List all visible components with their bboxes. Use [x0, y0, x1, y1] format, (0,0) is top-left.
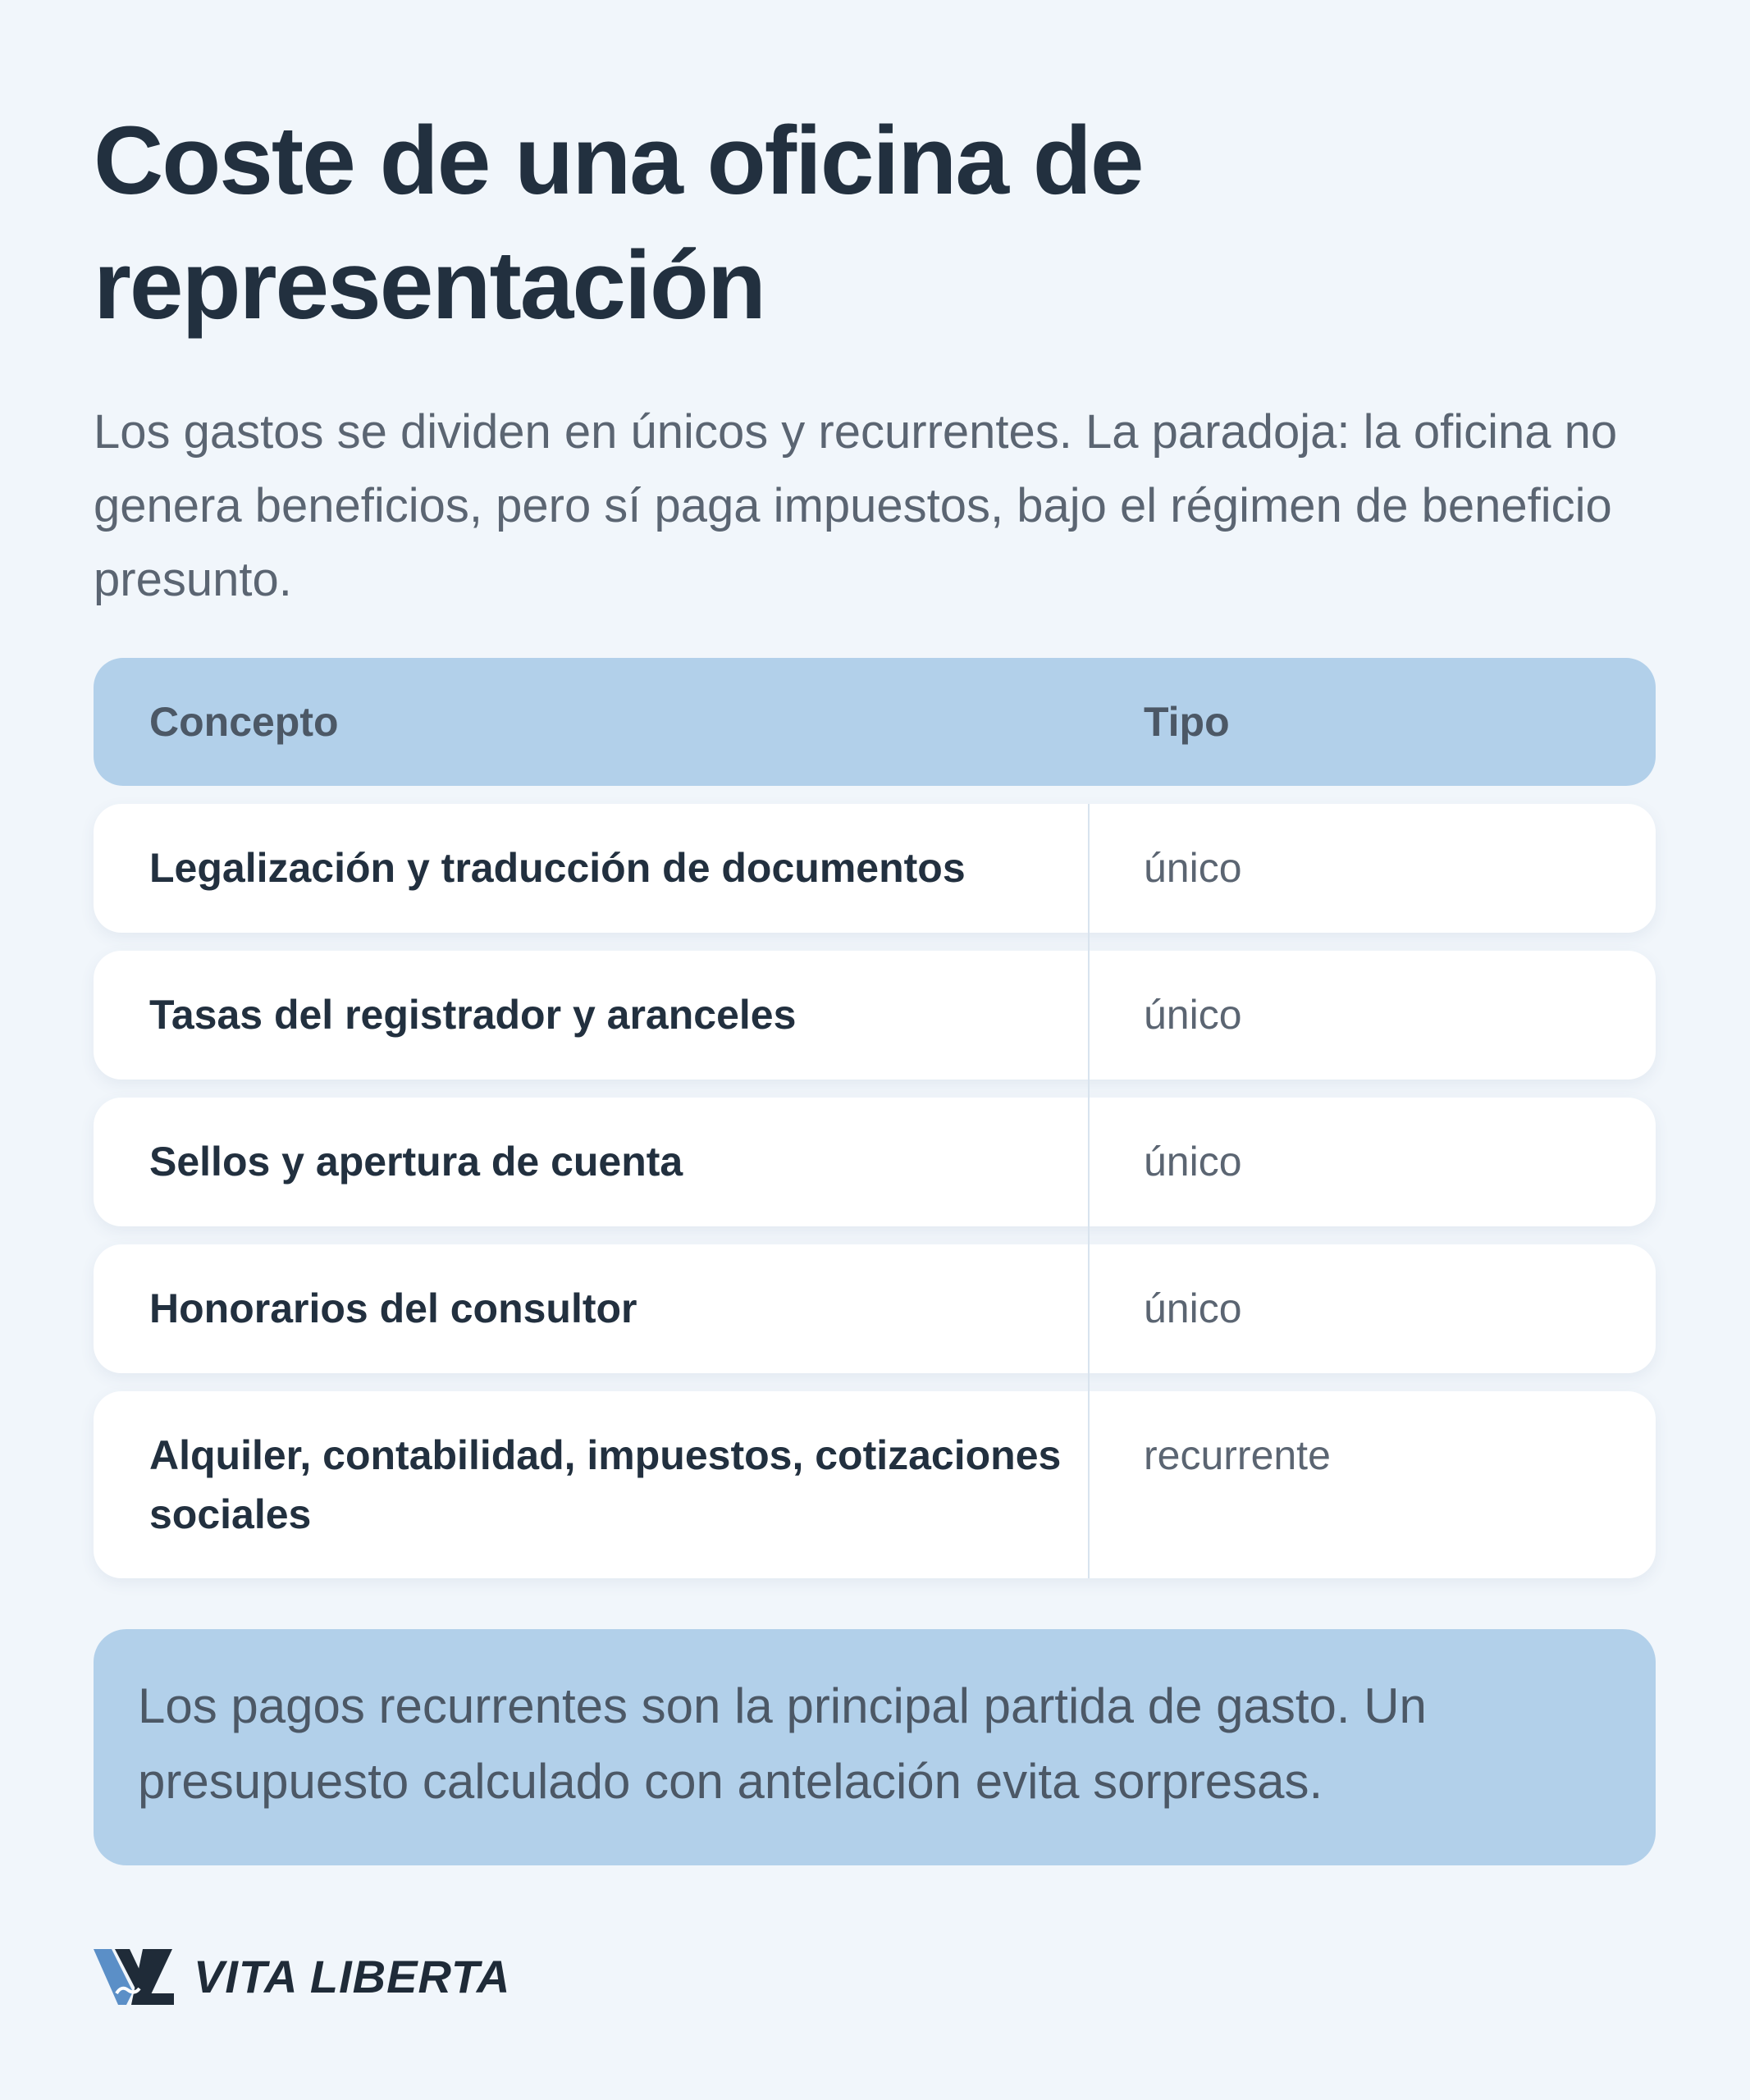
- cell-concept: Tasas del registrador y aranceles: [149, 992, 797, 1038]
- table-row: [94, 951, 1656, 1080]
- cell-type: único: [1144, 845, 1242, 891]
- table-row: [94, 804, 1656, 933]
- column-header-type: Tipo: [1144, 699, 1230, 745]
- cell-type: recurrente: [1144, 1432, 1331, 1478]
- brand-logo: [94, 1944, 510, 2010]
- page-subtitle: Los gastos se dividen en únicos y recurrentes. La paradoja: la oficina no genera beneficios, pero sí paga impuestos, bajo el régimen de beneficio presunto.: [94, 405, 1618, 606]
- table-row: [94, 1244, 1656, 1373]
- table-body: [94, 804, 1656, 1578]
- table-row: [94, 1098, 1656, 1226]
- vita-liberta-logo-icon: [94, 1946, 176, 2008]
- brand-name: VITA LIBERTA: [194, 1951, 511, 2002]
- table-header: [94, 658, 1656, 786]
- cell-concept: Alquiler, contabilidad, impuestos, cotizaciones sociales: [149, 1432, 1062, 1537]
- summary-note-text: Los pagos recurrentes son la principal partida de gasto. Un presupuesto calculado con antelación evita sorpresas.: [138, 1678, 1427, 1809]
- cell-concept: Honorarios del consultor: [149, 1285, 637, 1331]
- page: [94, 98, 1656, 2002]
- cell-concept: Sellos y apertura de cuenta: [149, 1139, 683, 1185]
- page-title: Coste de una oficina de representación: [94, 107, 1143, 340]
- summary-note: [94, 1629, 1656, 1865]
- cell-concept: Legalización y traducción de documentos: [149, 845, 966, 891]
- column-divider: [1088, 804, 1090, 1578]
- cost-table: [94, 658, 1656, 1596]
- cell-type: único: [1144, 1285, 1242, 1331]
- table-row: [94, 1391, 1656, 1578]
- cell-type: único: [1144, 992, 1242, 1038]
- column-header-concept: Concepto: [149, 699, 339, 745]
- cell-type: único: [1144, 1139, 1242, 1185]
